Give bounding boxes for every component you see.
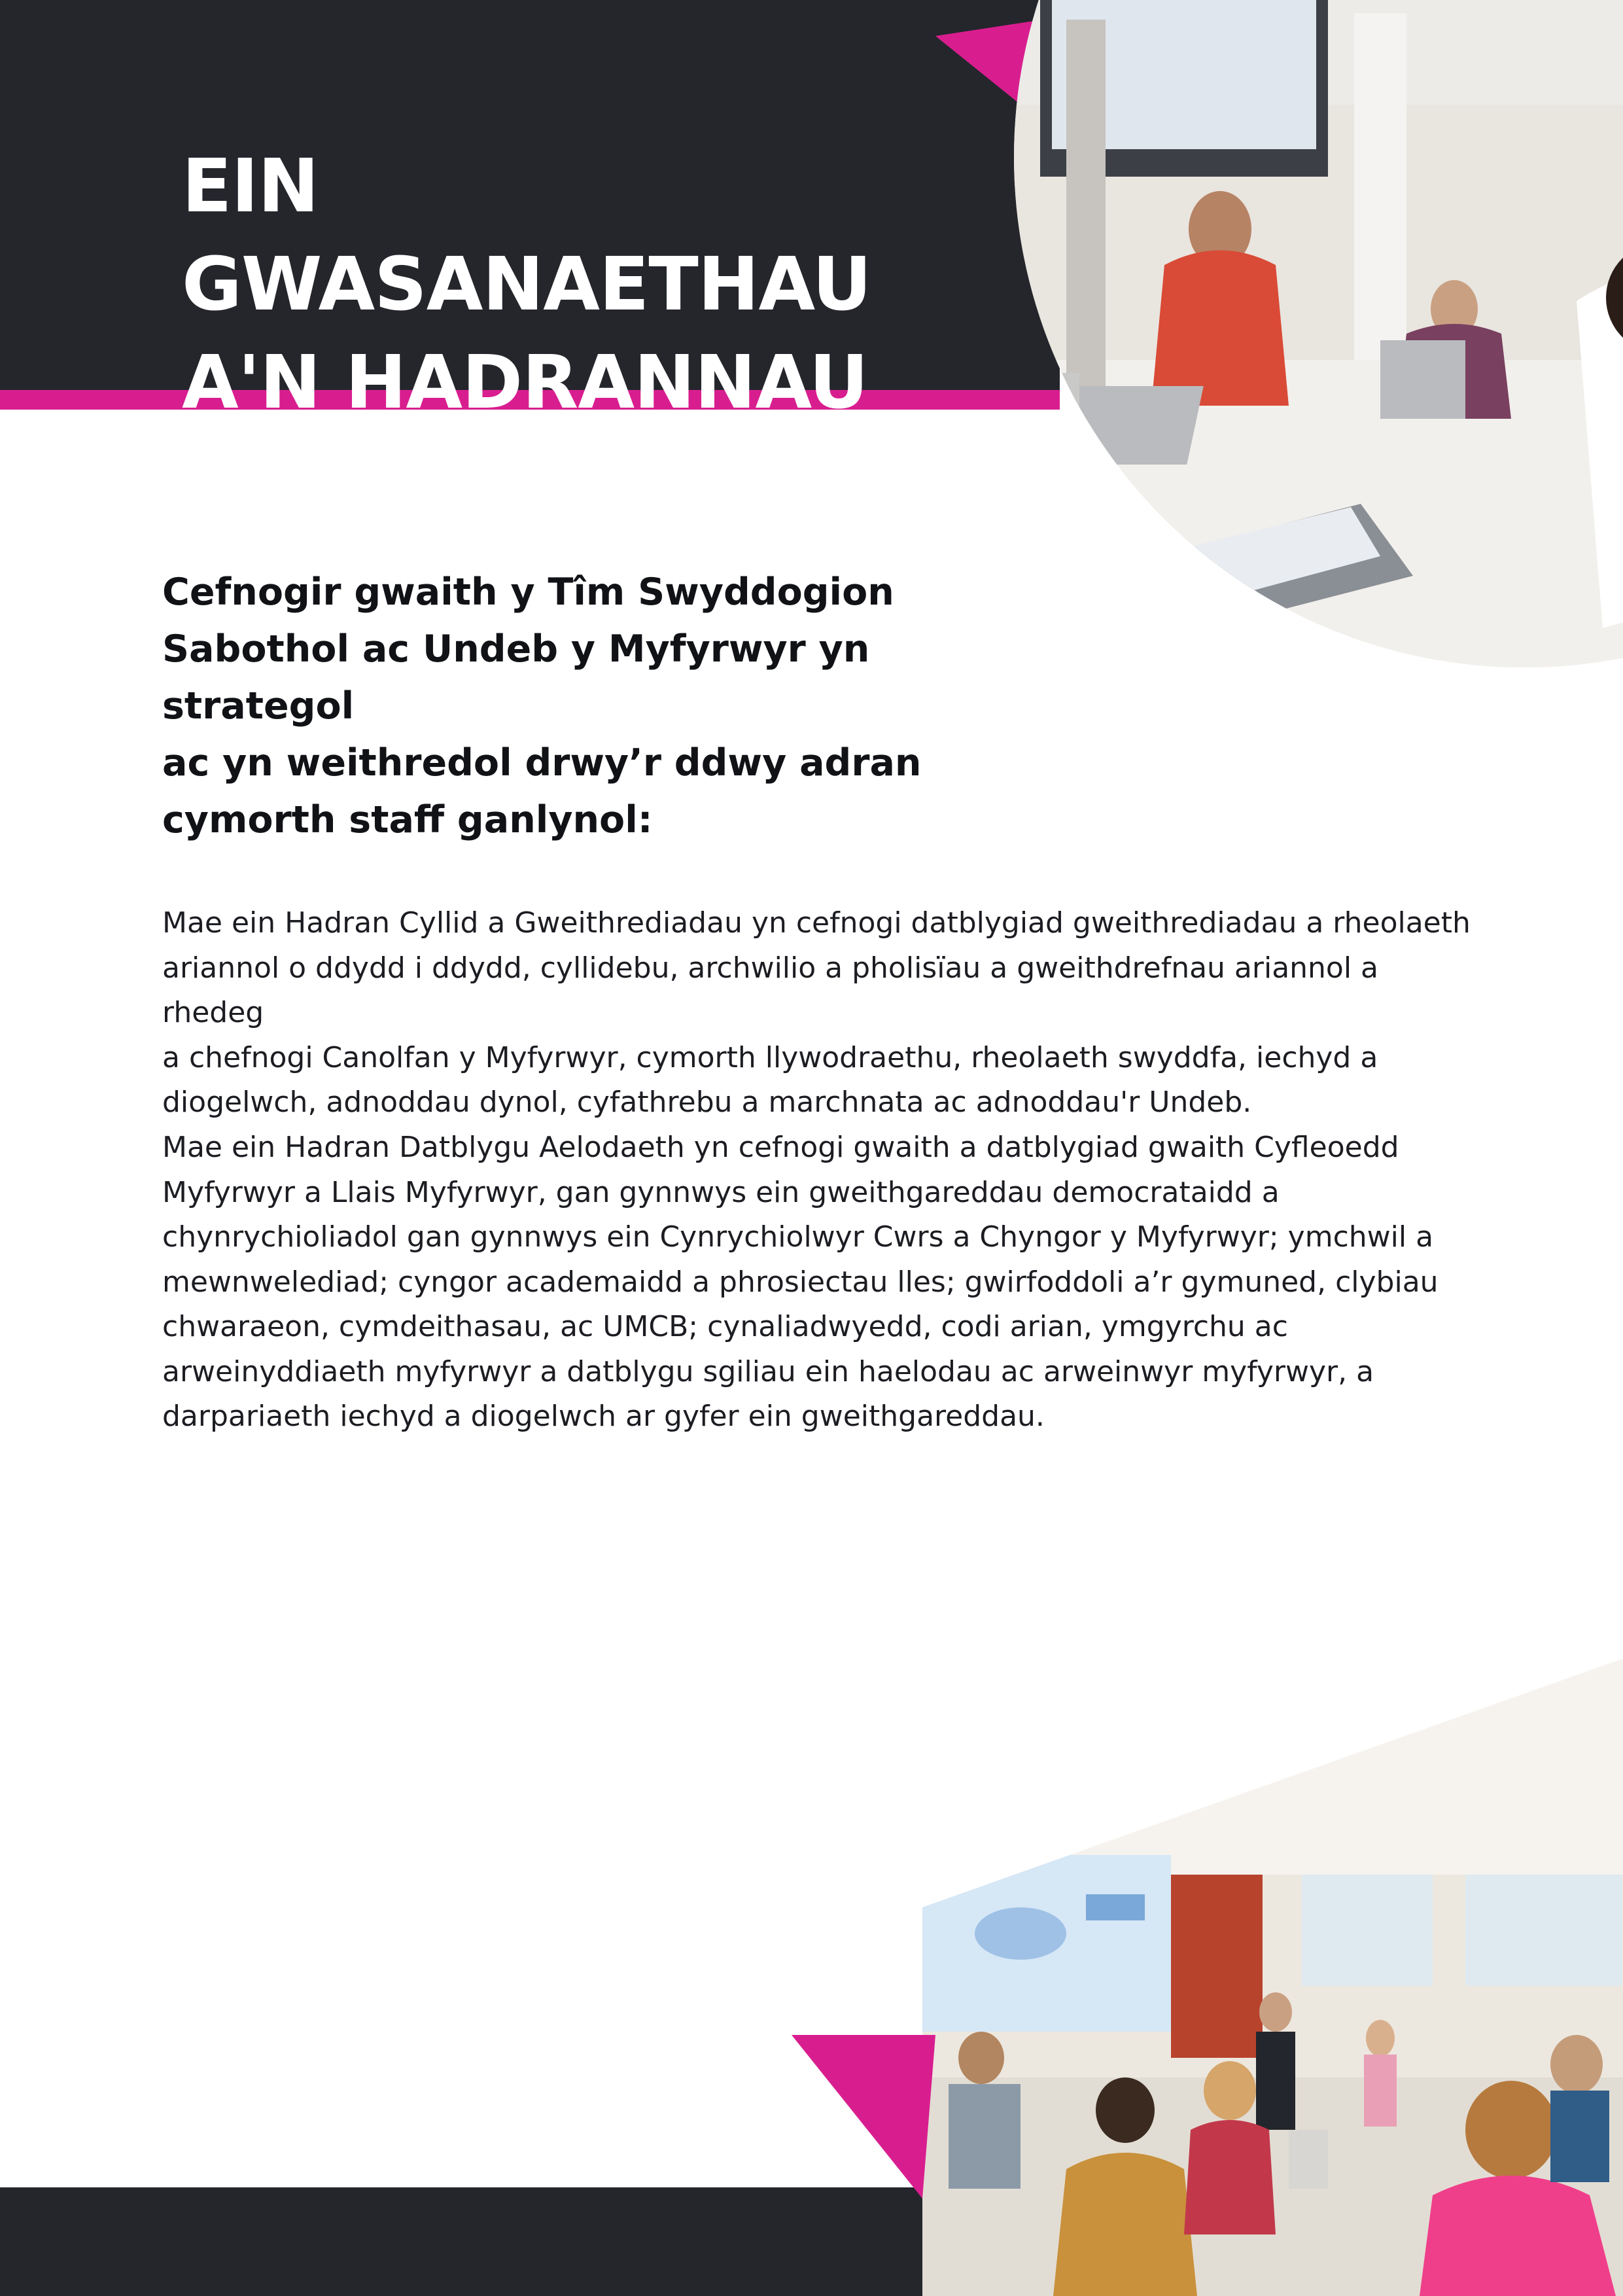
paragraph-finance-operations: Mae ein Hadran Cyllid a Gweithrediadau yn cefnogi datblygiad gweithrediadau a rheolaeth ariannol o ddydd i ddydd, cyllidebu, archwilio a pholisïau a gweithdrefnau ariannol a rhedeg a chefnogi Canolfan y Myfyrwyr, cymorth llywodraethu, rheolaeth swyddfa, iechyd a diogelwch, adnoddau dynol, cyfathrebu a marchnata ac adnoddau'r Undeb. xyxy=(162,906,1471,1119)
magenta-triangle-bottom xyxy=(792,2035,935,2199)
intro-lead: Cefnogir gwaith y Tîm Swyddogion Sabothol ac Undeb y Myfyrwyr yn strategol ac yn weithredol drwy’r ddwy adran cymorth staff ganlynol: xyxy=(162,571,922,841)
page-title-line-1: EIN GWASANAETHAU xyxy=(182,144,871,327)
conference-photo xyxy=(922,1659,1623,2296)
page-title xyxy=(182,137,1032,432)
page-title-line-2: A'N HADRANNAU xyxy=(182,340,868,425)
meeting-photo xyxy=(1014,0,1623,667)
footer-band xyxy=(0,2187,929,2296)
paragraph-membership-development: Mae ein Hadran Datblygu Aelodaeth yn cefnogi gwaith a datblygiad gwaith Cyfleoedd Myfyrwyr a Llais Myfyrwyr, gan gynnwys ein gweithgareddau democrataidd a chynrychioliadol gan gynnwys ein Cynrychiolwyr Cwrs a Chyngor y Myfyrwyr; ymchwil a mewnwelediad; cyngor academaidd a phrosiectau lles; gwirfoddoli a’r gymuned, clybiau chwaraeon, cymdeithasau, ac UMCB; cynaliadwyedd, codi arian, ymgyrchu ac arweinyddiaeth myfyrwyr a datblygu sgiliau ein haelodau ac arweinwyr myfyrwyr, a darpariaeth iechyd a diogelwch ar gyfer ein gweithgareddau. xyxy=(162,1131,1439,1433)
